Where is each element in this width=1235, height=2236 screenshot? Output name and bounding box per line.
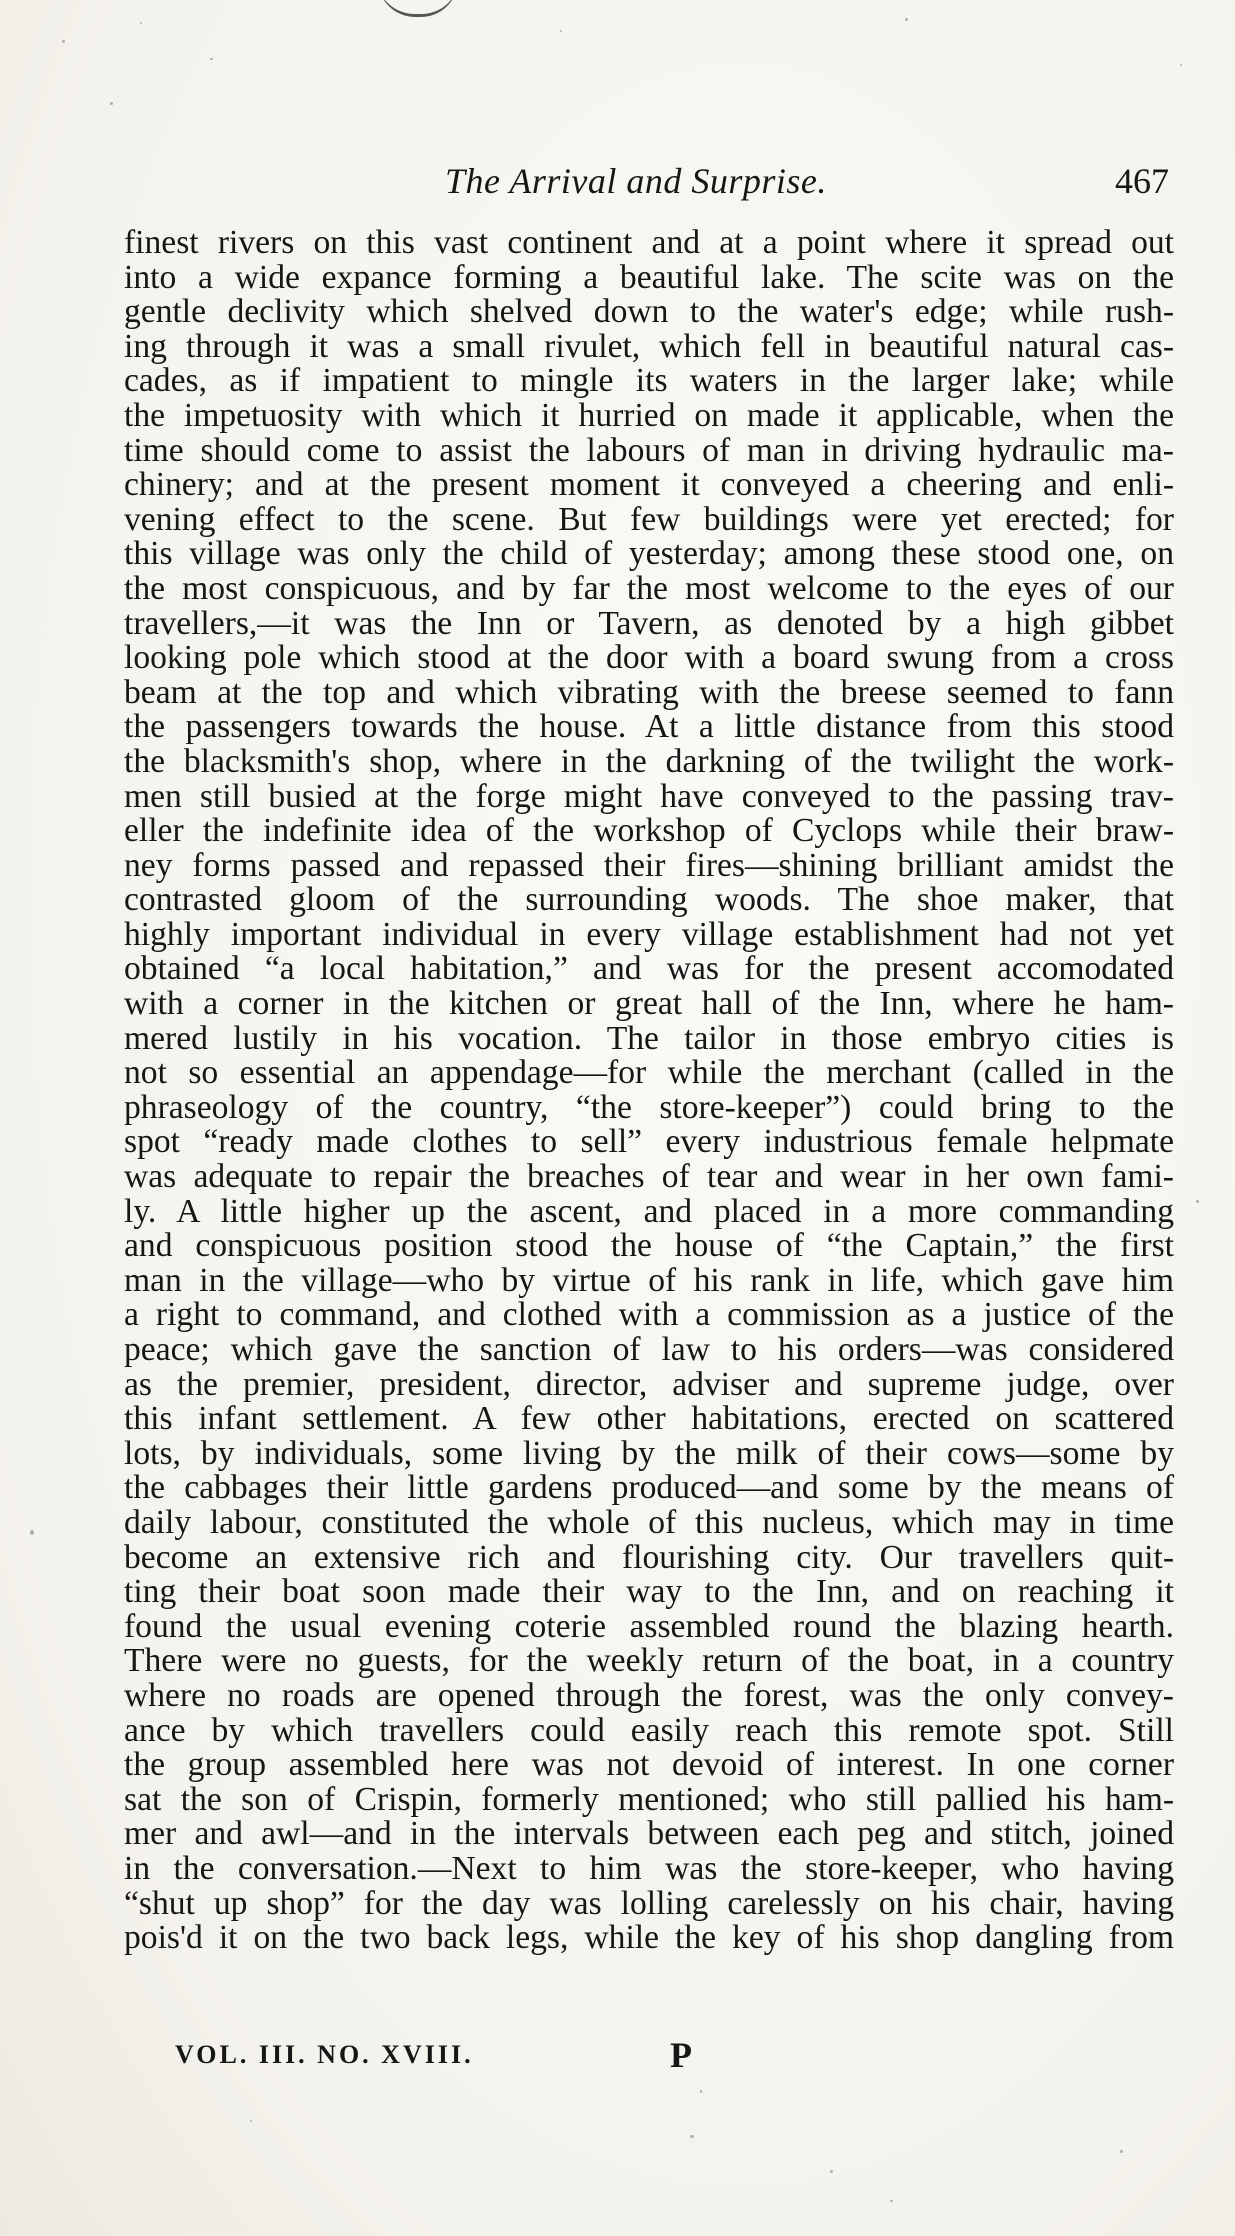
page-number: 467 bbox=[1115, 161, 1169, 201]
text-line: into a wide expance forming a beautiful lake. The scite was on the bbox=[124, 258, 1174, 296]
text-line: this village was only the child of yesterday; among these stood one, on bbox=[124, 535, 1174, 573]
text-line: found the usual evening coterie assembled round the blazing hearth. bbox=[124, 1607, 1174, 1645]
text-line: sat the son of Crispin, formerly mentioned; who still pallied his ham- bbox=[124, 1780, 1174, 1818]
text-line: was adequate to repair the breaches of tear and wear in her own fami- bbox=[124, 1158, 1174, 1196]
text-line: contrasted gloom of the surrounding woods. The shoe maker, that bbox=[124, 881, 1174, 919]
text-line: obtained “a local habitation,” and was for the present accomodated bbox=[124, 950, 1174, 988]
sheet-signature-mark: P bbox=[670, 2035, 692, 2075]
text-line: the most conspicuous, and by far the most welcome to the eyes of our bbox=[124, 569, 1174, 607]
text-line: in the conversation.—Next to him was the store-keeper, who having bbox=[124, 1849, 1174, 1887]
text-line: cades, as if impatient to mingle its waters in the larger lake; while bbox=[124, 362, 1174, 400]
text-line: ing through it was a small rivulet, which fell in beautiful natural cas- bbox=[124, 327, 1174, 365]
text-line: ance by which travellers could easily reach this remote spot. Still bbox=[124, 1711, 1174, 1749]
text-line: as the premier, president, director, adviser and supreme judge, over bbox=[124, 1365, 1174, 1403]
volume-signature: VOL. III. NO. XVIII. bbox=[175, 2040, 474, 2069]
text-line: mer and awl—and in the intervals between each peg and stitch, joined bbox=[124, 1815, 1174, 1853]
text-line: the blacksmith's shop, where in the darkning of the twilight the work- bbox=[124, 742, 1174, 780]
text-line: a right to command, and clothed with a commission as a justice of the bbox=[124, 1296, 1174, 1334]
running-head: The Arrival and Surprise. bbox=[445, 161, 827, 201]
binding-mark bbox=[378, 0, 458, 17]
text-line: men still busied at the forge might have conveyed to the passing trav- bbox=[124, 777, 1174, 815]
text-line: time should come to assist the labours of man in driving hydraulic ma- bbox=[124, 431, 1174, 469]
text-line: chinery; and at the present moment it conveyed a cheering and enli- bbox=[124, 466, 1174, 504]
text-line: not so essential an appendage—for while the merchant (called in the bbox=[124, 1054, 1174, 1092]
text-line: There were no guests, for the weekly return of the boat, in a country bbox=[124, 1642, 1174, 1680]
text-line: gentle declivity which shelved down to the water's edge; while rush- bbox=[124, 293, 1174, 331]
text-line: mered lustily in his vocation. The tailor in those embryo cities is bbox=[124, 1019, 1174, 1057]
text-line: daily labour, constituted the whole of this nucleus, which may in time bbox=[124, 1503, 1174, 1541]
text-line: finest rivers on this vast continent and at a point where it spread out bbox=[124, 224, 1174, 261]
text-line: pois'd it on the two back legs, while the key of his shop dangling from bbox=[124, 1919, 1174, 1957]
page-footer bbox=[175, 2035, 1075, 2080]
body-text bbox=[124, 226, 1174, 1956]
text-line: the cabbages their little gardens produced—and some by the means of bbox=[124, 1469, 1174, 1507]
text-line: spot “ready made clothes to sell” every industrious female helpmate bbox=[124, 1123, 1174, 1161]
text-line: lots, by individuals, some living by the milk of their cows—some by bbox=[124, 1434, 1174, 1472]
text-line: travellers,—it was the Inn or Tavern, as denoted by a high gibbet bbox=[124, 604, 1174, 642]
text-line: “shut up shop” for the day was lolling carelessly on his chair, having bbox=[124, 1884, 1174, 1922]
text-line: the group assembled here was not devoid of interest. In one corner bbox=[124, 1746, 1174, 1784]
text-line: phraseology of the country, “the store-keeper”) could bring to the bbox=[124, 1088, 1174, 1126]
text-line: ney forms passed and repassed their fires—shining brilliant amidst the bbox=[124, 846, 1174, 884]
text-line: looking pole which stood at the door with a board swung from a cross bbox=[124, 639, 1174, 677]
text-line: and conspicuous position stood the house of “the Captain,” the first bbox=[124, 1227, 1174, 1265]
text-line: eller the indefinite idea of the workshop of Cyclops while their braw- bbox=[124, 812, 1174, 850]
text-line: ting their boat soon made their way to the Inn, and on reaching it bbox=[124, 1573, 1174, 1611]
text-line: highly important individual in every village establishment had not yet bbox=[124, 915, 1174, 953]
text-line: man in the village—who by virtue of his rank in life, which gave him bbox=[124, 1261, 1174, 1299]
text-line: ly. A little higher up the ascent, and placed in a more commanding bbox=[124, 1192, 1174, 1230]
text-line: peace; which gave the sanction of law to his orders—was considered bbox=[124, 1331, 1174, 1368]
text-line: where no roads are opened through the forest, was the only convey- bbox=[124, 1676, 1174, 1714]
text-line: with a corner in the kitchen or great hall of the Inn, where he ham- bbox=[124, 985, 1174, 1023]
text-line: this infant settlement. A few other habitations, erected on scattered bbox=[124, 1400, 1174, 1438]
text-line: vening effect to the scene. But few buildings were yet erected; for bbox=[124, 500, 1174, 538]
text-line: become an extensive rich and flourishing city. Our travellers quit- bbox=[124, 1538, 1174, 1576]
text-line: beam at the top and which vibrating with the breese seemed to fann bbox=[124, 673, 1174, 711]
text-line: the passengers towards the house. At a little distance from this stood bbox=[124, 708, 1174, 746]
text-line: the impetuosity with which it hurried on made it applicable, when the bbox=[124, 396, 1174, 434]
